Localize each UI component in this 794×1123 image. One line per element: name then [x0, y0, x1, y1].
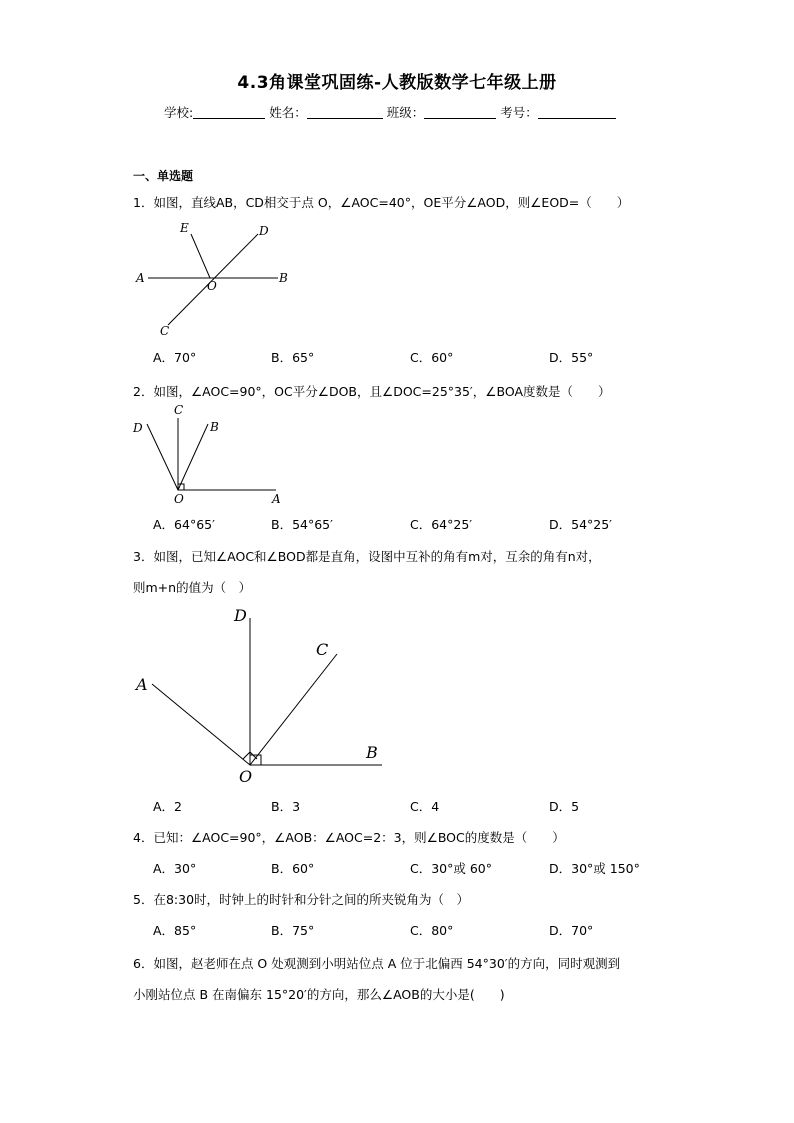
- class-label: 班级：: [386, 105, 425, 120]
- option-d[interactable]: D．70°: [549, 923, 594, 938]
- label-c: C: [174, 403, 184, 417]
- label-a: A: [136, 675, 148, 694]
- option-a[interactable]: A．70°: [153, 350, 197, 365]
- question-3-text: 3．如图，已知∠AOC和∠BOD都是直角，设图中互补的角有m对，互余的角有n对，: [133, 549, 601, 564]
- question-3-text-continued: 则m+n的值为（ ）: [133, 580, 252, 595]
- school-blank[interactable]: [193, 106, 265, 119]
- ray-od: [147, 424, 178, 490]
- class-blank[interactable]: [424, 106, 496, 119]
- option-c[interactable]: C．64°25′: [410, 517, 473, 532]
- option-a[interactable]: A．30°: [153, 861, 197, 876]
- option-b[interactable]: B．3: [271, 799, 301, 814]
- option-c[interactable]: C．80°: [410, 923, 454, 938]
- label-e: E: [180, 221, 189, 235]
- label-b: B: [366, 743, 378, 762]
- ray-oe: [191, 234, 210, 278]
- label-a: A: [272, 492, 281, 506]
- ray-oa: [152, 684, 250, 765]
- label-o: O: [239, 767, 253, 786]
- label-c: C: [316, 640, 329, 659]
- option-d[interactable]: D．5: [549, 799, 580, 814]
- name-blank[interactable]: [307, 106, 383, 119]
- option-b[interactable]: B．60°: [271, 861, 315, 876]
- question-5-text: 5．在8:30时，时钟上的时针和分针之间的所夹锐角为（ ）: [133, 892, 470, 907]
- ray-oc: [250, 654, 337, 765]
- question-2-text: 2．如图，∠AOC=90°，OC平分∠DOB，且∠DOC=25°35′，∠BOA度数是（ ）: [133, 384, 611, 399]
- name-label: 姓名：: [269, 105, 307, 120]
- question-4-text: 4．已知：∠AOC=90°，∠AOB：∠AOC=2：3，则∠BOC的度数是（ ）: [133, 830, 565, 845]
- option-b[interactable]: B．75°: [271, 923, 315, 938]
- option-c[interactable]: C．30°或 60°: [410, 861, 493, 876]
- option-d[interactable]: D．30°或 150°: [549, 861, 640, 876]
- option-a[interactable]: A．64°65′: [153, 517, 215, 532]
- label-a: A: [136, 271, 145, 285]
- label-b: B: [210, 420, 219, 434]
- student-info-line: [164, 103, 616, 121]
- number-blank[interactable]: [538, 106, 616, 119]
- option-a[interactable]: A．85°: [153, 923, 197, 938]
- label-o: O: [174, 492, 184, 506]
- option-b[interactable]: B．54°65′: [271, 517, 333, 532]
- label-b: B: [279, 271, 288, 285]
- number-label: 考号：: [500, 105, 538, 120]
- label-d: D: [133, 421, 143, 435]
- label-d: D: [234, 606, 247, 625]
- label-d: D: [259, 224, 269, 238]
- school-label: 学校:: [164, 105, 194, 120]
- question-1-text: 1．如图，直线AB，CD相交于点 O，∠AOC=40°，OE平分∠AOD，则∠EOD=（ ）: [133, 195, 630, 210]
- question-6-text-continued: 小刚站位点 B 在南偏东 15°20′的方向，那么∠AOB的大小是( ): [133, 987, 505, 1002]
- label-c: C: [160, 324, 170, 338]
- question-2-figure: [130, 402, 290, 507]
- question-6-text: 6．如图，赵老师在点 O 处观测到小明站位点 A 位于北偏西 54°30′的方向，同时观测到: [133, 956, 621, 971]
- option-a[interactable]: A．2: [153, 799, 183, 814]
- option-b[interactable]: B．65°: [271, 350, 315, 365]
- option-c[interactable]: C．4: [410, 799, 440, 814]
- option-d[interactable]: D．55°: [549, 350, 594, 365]
- option-c[interactable]: C．60°: [410, 350, 454, 365]
- label-o: O: [207, 279, 217, 293]
- question-1-figure: [130, 220, 300, 340]
- option-d[interactable]: D．54°25′: [549, 517, 613, 532]
- section-heading: 一、单选题: [133, 169, 194, 183]
- question-3-figure: [130, 600, 390, 790]
- page-title: 4.3角课堂巩固练-人教版数学七年级上册: [237, 73, 557, 93]
- ray-ob: [178, 424, 208, 490]
